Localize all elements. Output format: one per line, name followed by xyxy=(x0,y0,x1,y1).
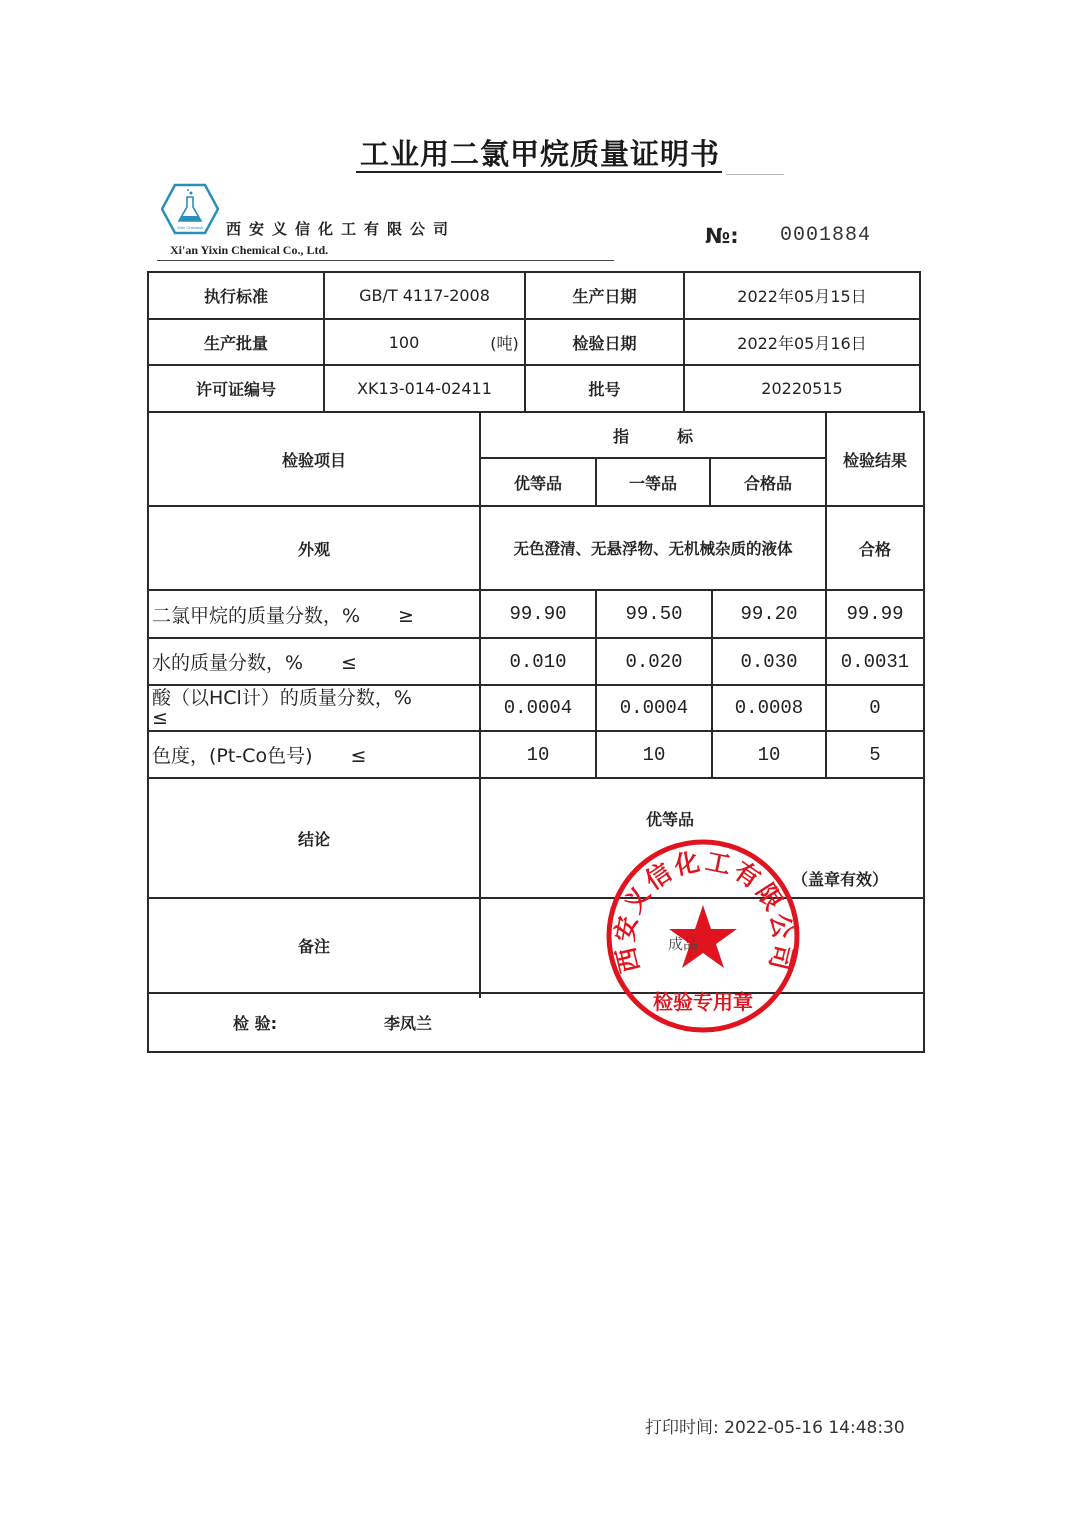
table-row-superior: 0.0004 xyxy=(503,697,573,719)
table-row-first: 0.020 xyxy=(625,650,683,673)
certificate-no-value: 0001884 xyxy=(780,224,872,247)
table-row-result: 0 xyxy=(869,697,881,719)
table-row-first: 10 xyxy=(642,743,666,766)
table-row-result: 99.99 xyxy=(846,603,904,625)
inspection-date-label: 检验日期 xyxy=(572,333,637,353)
item-header: 检验项目 xyxy=(281,450,346,470)
table-row-qualified: 99.20 xyxy=(740,603,798,625)
stamp-center-text: 成品 xyxy=(668,935,699,953)
appearance-result: 合格 xyxy=(858,539,891,559)
stamp-bottom-text: 检验专用章 xyxy=(653,990,753,1014)
company-name-cn: 西安义信化工有限公司 xyxy=(226,220,457,238)
batch-qty-value: 100 xyxy=(388,332,420,352)
table-row-first: 0.0004 xyxy=(619,697,689,719)
company-name-en: Xi'an Yixin Chemical Co., Ltd. xyxy=(170,243,329,257)
table-row-label: 水的质量分数，% ≤ xyxy=(152,652,357,674)
table-row-superior: 10 xyxy=(526,743,550,766)
table-row-qualified: 10 xyxy=(757,743,781,766)
table-row-superior: 99.90 xyxy=(509,603,567,625)
production-date-value: 2022年05月15日 xyxy=(737,287,867,306)
table-row-first: 99.50 xyxy=(625,603,683,625)
standard-label: 执行标准 xyxy=(203,287,268,306)
logo-text: Yixin Chemical xyxy=(176,225,204,230)
inspection-date-value: 2022年05月16日 xyxy=(737,333,867,353)
table-row-label-group xyxy=(148,685,480,731)
company-seal xyxy=(604,837,802,1035)
stamp-note: （盖章有效） xyxy=(791,869,888,889)
certificate-no-label: №: xyxy=(705,224,739,248)
batch-qty-label: 生产批量 xyxy=(203,333,268,353)
svg-text:西安义信化工有限公司: 西安义信化工有限公司 xyxy=(609,846,799,976)
appearance-label: 外观 xyxy=(297,539,330,559)
result-header: 检验结果 xyxy=(842,450,907,470)
appearance-spec: 无色澄清、无悬浮物、无机械杂质的液体 xyxy=(513,540,793,558)
table-row-label: 色度，(Pt-Co色号) ≤ xyxy=(152,745,367,767)
table-row-result: 0.0031 xyxy=(840,650,910,673)
table-row-label: 酸（以HCl计）的质量分数，% xyxy=(152,687,412,709)
lot-label: 批号 xyxy=(588,380,621,399)
page-title: 工业用二氯甲烷质量证明书 xyxy=(360,137,721,171)
table-row-label-line2: ≤ xyxy=(152,707,168,729)
grade-header-first: 一等品 xyxy=(628,473,677,493)
production-date-label: 生产日期 xyxy=(572,287,637,306)
index-header: 指 标 xyxy=(612,426,693,446)
license-label: 许可证编号 xyxy=(195,380,276,399)
inspector-name: 李凤兰 xyxy=(383,1013,432,1033)
license-value: XK13-014-02411 xyxy=(357,379,492,398)
conclusion-label: 结论 xyxy=(297,829,330,849)
lot-value: 20220515 xyxy=(761,379,843,398)
batch-qty-unit: (吨) xyxy=(490,333,519,353)
remarks-label: 备注 xyxy=(297,937,330,956)
table-row-qualified: 0.0008 xyxy=(734,697,804,719)
table-row-qualified: 0.030 xyxy=(740,650,798,673)
print-time: 打印时间: 2022-05-16 14:48:30 xyxy=(645,1418,905,1438)
table-row-superior: 0.010 xyxy=(509,650,567,673)
grade-header-qualified: 合格品 xyxy=(743,473,792,493)
grade-header-superior: 优等品 xyxy=(513,473,562,493)
standard-value: GB/T 4117-2008 xyxy=(359,286,490,305)
inspector-label: 检 验: xyxy=(233,1013,277,1033)
table-row-label: 二氯甲烷的质量分数，% ≥ xyxy=(152,604,414,627)
conclusion-value: 优等品 xyxy=(645,809,694,829)
table-row-result: 5 xyxy=(869,743,881,766)
